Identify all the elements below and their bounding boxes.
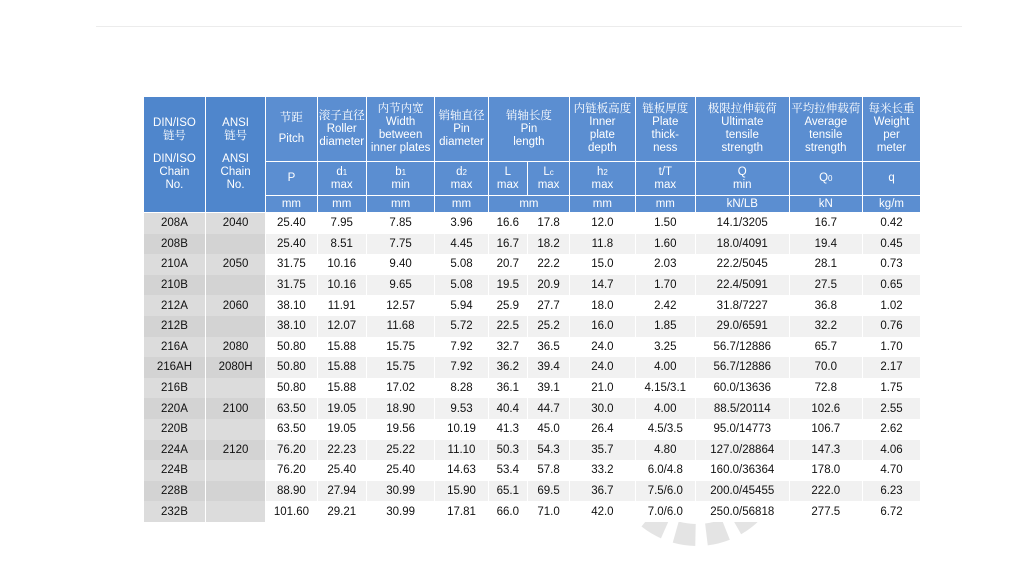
table-row (144, 337, 920, 358)
table-cell: 2050 (205, 254, 265, 275)
table-cell: 57.8 (527, 460, 569, 481)
table-cell: 220A (144, 398, 205, 419)
table-cell: 250.0/56818 (695, 501, 789, 522)
table-cell: 35.7 (570, 440, 635, 461)
table-cell: 102.6 (789, 398, 862, 419)
table-cell (205, 501, 265, 522)
table-cell: 25.40 (317, 460, 366, 481)
table-cell: 4.00 (635, 357, 695, 378)
table-row (144, 254, 920, 275)
table-cell: 8.28 (435, 378, 488, 399)
table-cell: 45.0 (527, 419, 569, 440)
table-cell: 216A (144, 337, 205, 358)
table-cell: 6.0/4.8 (635, 460, 695, 481)
unit-cell: mm (635, 196, 695, 213)
table-cell: 5.94 (435, 295, 488, 316)
table-cell: 88.90 (266, 481, 317, 502)
table-cell: 25.2 (527, 316, 569, 337)
table-cell: 1.60 (635, 234, 695, 255)
table-row (144, 234, 920, 255)
table-cell: 29.0/6591 (695, 316, 789, 337)
table-cell: 25.40 (266, 234, 317, 255)
table-cell: 28.1 (789, 254, 862, 275)
table-cell: 25.40 (366, 460, 434, 481)
table-cell: 7.85 (366, 213, 434, 234)
table-cell: 7.92 (435, 337, 488, 358)
table-cell: 1.50 (635, 213, 695, 234)
table-cell: 1.70 (863, 337, 920, 358)
sym-d2: d2 max (435, 162, 488, 196)
table-cell: 27.7 (527, 295, 569, 316)
table-cell: 65.1 (488, 481, 527, 502)
col-average-tensile: 平均拉伸载荷 Average tensile strength (789, 97, 862, 162)
table-cell: 4.80 (635, 440, 695, 461)
table-row (144, 316, 920, 337)
table-cell: 8.51 (317, 234, 366, 255)
table-cell: 15.75 (366, 357, 434, 378)
table-cell: 216B (144, 378, 205, 399)
table-cell: 101.60 (266, 501, 317, 522)
table-cell: 15.88 (317, 357, 366, 378)
table-cell: 63.50 (266, 398, 317, 419)
table-cell: 7.5/6.0 (635, 481, 695, 502)
table-cell: 14.1/3205 (695, 213, 789, 234)
table-cell: 70.0 (789, 357, 862, 378)
table-row (144, 440, 920, 461)
table-cell: 42.0 (570, 501, 635, 522)
table-cell: 228B (144, 481, 205, 502)
table-cell: 10.16 (317, 275, 366, 296)
table-cell: 18.0/4091 (695, 234, 789, 255)
table-cell: 2080 (205, 337, 265, 358)
table-cell: 31.75 (266, 275, 317, 296)
table-row (144, 481, 920, 502)
table-cell: 2120 (205, 440, 265, 461)
table-cell: 15.75 (366, 337, 434, 358)
table-row (144, 419, 920, 440)
table-cell: 31.8/7227 (695, 295, 789, 316)
table-cell: 50.80 (266, 337, 317, 358)
table-cell: 212A (144, 295, 205, 316)
table-cell: 29.21 (317, 501, 366, 522)
table-cell: 53.4 (488, 460, 527, 481)
table-cell: 220B (144, 419, 205, 440)
col-weight-per-meter: 每米长重 Weight per meter (863, 97, 920, 162)
table-row (144, 213, 920, 234)
col-roller-diameter: 滚子直径 Roller diameter (317, 97, 366, 162)
table-cell: 36.8 (789, 295, 862, 316)
table-cell: 76.20 (266, 460, 317, 481)
sym-q: Q min (695, 162, 789, 196)
table-cell: 22.5 (488, 316, 527, 337)
table-cell: 21.0 (570, 378, 635, 399)
table-cell: 18.0 (570, 295, 635, 316)
table-cell: 7.95 (317, 213, 366, 234)
table-cell: 15.0 (570, 254, 635, 275)
unit-cell: mm (317, 196, 366, 213)
table-cell: 224A (144, 440, 205, 461)
table-cell: 2.03 (635, 254, 695, 275)
table-cell: 3.25 (635, 337, 695, 358)
table-cell: 2.17 (863, 357, 920, 378)
table-cell: 31.75 (266, 254, 317, 275)
table-cell: 1.02 (863, 295, 920, 316)
sym-t: t/T max (635, 162, 695, 196)
table-cell: 41.3 (488, 419, 527, 440)
chain-spec-table (144, 97, 920, 522)
table-cell: 2080H (205, 357, 265, 378)
sym-l: L max (488, 162, 527, 196)
table-cell: 17.8 (527, 213, 569, 234)
table-cell: 56.7/12886 (695, 357, 789, 378)
table-cell: 4.70 (863, 460, 920, 481)
col-plate-thickness: 链板厚度 Plate thick- ness (635, 97, 695, 162)
table-cell: 16.7 (789, 213, 862, 234)
unit-cell: mm (435, 196, 488, 213)
table-cell: 50.80 (266, 357, 317, 378)
table-cell: 178.0 (789, 460, 862, 481)
col-pin-length: 销轴长度 Pin length (488, 97, 570, 162)
table-cell: 127.0/28864 (695, 440, 789, 461)
table-cell: 222.0 (789, 481, 862, 502)
table-cell (205, 378, 265, 399)
table-cell: 76.20 (266, 440, 317, 461)
table-cell: 16.7 (488, 234, 527, 255)
table-cell: 15.88 (317, 378, 366, 399)
table-cell: 25.40 (266, 213, 317, 234)
table-cell: 36.7 (570, 481, 635, 502)
table-cell: 22.2/5045 (695, 254, 789, 275)
table-cell: 22.2 (527, 254, 569, 275)
table-cell: 11.68 (366, 316, 434, 337)
table-cell: 16.0 (570, 316, 635, 337)
table-cell: 36.1 (488, 378, 527, 399)
col-inner-plate-depth: 内链板高度 Inner plate depth (570, 97, 635, 162)
unit-cell: mm (488, 196, 570, 213)
table-cell: 25.9 (488, 295, 527, 316)
table-cell: 4.15/3.1 (635, 378, 695, 399)
table-cell: 0.45 (863, 234, 920, 255)
col-width-between-plates: 内节内宽 Width between inner plates (366, 97, 434, 162)
table-cell: 72.8 (789, 378, 862, 399)
table-cell: 95.0/14773 (695, 419, 789, 440)
table-cell: 212B (144, 316, 205, 337)
table-cell: 19.5 (488, 275, 527, 296)
table-cell: 2060 (205, 295, 265, 316)
unit-cell: kN (789, 196, 862, 213)
table-cell: 56.7/12886 (695, 337, 789, 358)
table-cell: 277.5 (789, 501, 862, 522)
col-ultimate-tensile: 极限拉伸载荷 Ultimate tensile strength (695, 97, 789, 162)
table-cell: 20.9 (527, 275, 569, 296)
table-cell: 54.3 (527, 440, 569, 461)
table-cell: 66.0 (488, 501, 527, 522)
table-cell: 24.0 (570, 357, 635, 378)
table-cell: 88.5/20114 (695, 398, 789, 419)
table-cell (205, 275, 265, 296)
table-cell: 2.42 (635, 295, 695, 316)
table-cell: 12.07 (317, 316, 366, 337)
table-cell: 0.73 (863, 254, 920, 275)
table-cell: 18.2 (527, 234, 569, 255)
table-cell: 40.4 (488, 398, 527, 419)
table-cell: 50.80 (266, 378, 317, 399)
table-cell: 2100 (205, 398, 265, 419)
table-cell: 36.2 (488, 357, 527, 378)
table-cell: 32.2 (789, 316, 862, 337)
table-cell: 15.90 (435, 481, 488, 502)
unit-cell: kN/LB (695, 196, 789, 213)
table-cell: 0.65 (863, 275, 920, 296)
table-cell: 232B (144, 501, 205, 522)
table-cell: 19.05 (317, 398, 366, 419)
table-cell: 9.53 (435, 398, 488, 419)
table-cell: 1.70 (635, 275, 695, 296)
table-cell: 4.5/3.5 (635, 419, 695, 440)
table-cell: 5.72 (435, 316, 488, 337)
table-cell: 17.81 (435, 501, 488, 522)
table-cell: 60.0/13636 (695, 378, 789, 399)
table-cell: 9.40 (366, 254, 434, 275)
table-cell: 12.57 (366, 295, 434, 316)
table-row (144, 460, 920, 481)
table-cell: 106.7 (789, 419, 862, 440)
table-cell: 39.4 (527, 357, 569, 378)
table-cell: 0.76 (863, 316, 920, 337)
sym-b1: b1 min (366, 162, 434, 196)
table-cell: 10.19 (435, 419, 488, 440)
table-row (144, 275, 920, 296)
table-cell: 15.88 (317, 337, 366, 358)
table-row (144, 398, 920, 419)
table-row (144, 357, 920, 378)
sym-q0: Q0 (789, 162, 862, 196)
table-cell: 4.00 (635, 398, 695, 419)
table-cell: 71.0 (527, 501, 569, 522)
table-body (144, 213, 920, 522)
table-cell: 19.4 (789, 234, 862, 255)
table-cell: 69.5 (527, 481, 569, 502)
table-cell: 14.63 (435, 460, 488, 481)
table-row (144, 295, 920, 316)
table-cell: 38.10 (266, 295, 317, 316)
table-row (144, 378, 920, 399)
table-cell: 2.62 (863, 419, 920, 440)
table-cell: 7.75 (366, 234, 434, 255)
table-cell (205, 316, 265, 337)
table-cell: 210A (144, 254, 205, 275)
table-cell: 5.08 (435, 254, 488, 275)
unit-cell: kg/m (863, 196, 920, 213)
table-cell: 18.90 (366, 398, 434, 419)
table-cell: 4.06 (863, 440, 920, 461)
table-cell: 2.55 (863, 398, 920, 419)
table-cell: 22.23 (317, 440, 366, 461)
col-ansi: ANSI 链号 ANSI Chain No. (205, 97, 265, 213)
table-cell: 2040 (205, 213, 265, 234)
table-cell: 30.99 (366, 501, 434, 522)
table-cell: 208A (144, 213, 205, 234)
table-cell: 44.7 (527, 398, 569, 419)
table-cell: 210B (144, 275, 205, 296)
table-cell: 12.0 (570, 213, 635, 234)
table-cell: 19.56 (366, 419, 434, 440)
table-cell: 16.6 (488, 213, 527, 234)
col-pitch: 节距 Pitch (266, 97, 317, 162)
table-row (144, 501, 920, 522)
unit-cell: mm (570, 196, 635, 213)
table-cell (205, 481, 265, 502)
sym-p: P (266, 162, 317, 196)
table-cell: 9.65 (366, 275, 434, 296)
header-row-names (144, 97, 920, 162)
table-cell: 26.4 (570, 419, 635, 440)
table-cell: 38.10 (266, 316, 317, 337)
table-cell: 1.85 (635, 316, 695, 337)
sym-d1: d1 max (317, 162, 366, 196)
table-cell: 6.72 (863, 501, 920, 522)
table-cell: 224B (144, 460, 205, 481)
table-cell: 30.0 (570, 398, 635, 419)
table-cell: 200.0/45455 (695, 481, 789, 502)
table-cell: 11.10 (435, 440, 488, 461)
table-cell: 32.7 (488, 337, 527, 358)
table-cell: 208B (144, 234, 205, 255)
table-cell: 27.5 (789, 275, 862, 296)
table-cell: 3.96 (435, 213, 488, 234)
table-cell: 4.45 (435, 234, 488, 255)
table-cell: 11.8 (570, 234, 635, 255)
table-cell: 10.16 (317, 254, 366, 275)
table-cell: 36.5 (527, 337, 569, 358)
unit-cell: mm (266, 196, 317, 213)
table-cell: 5.08 (435, 275, 488, 296)
sym-h2: h2 max (570, 162, 635, 196)
table-cell: 216AH (144, 357, 205, 378)
sym-lc: Lc max (527, 162, 569, 196)
table-cell (205, 460, 265, 481)
table-cell: 6.23 (863, 481, 920, 502)
table-cell: 7.92 (435, 357, 488, 378)
table-cell: 147.3 (789, 440, 862, 461)
table-cell: 20.7 (488, 254, 527, 275)
table-cell: 33.2 (570, 460, 635, 481)
table-cell: 22.4/5091 (695, 275, 789, 296)
col-pin-diameter: 销轴直径 Pin diameter (435, 97, 488, 162)
table-cell: 30.99 (366, 481, 434, 502)
table-cell: 50.3 (488, 440, 527, 461)
table-cell: 17.02 (366, 378, 434, 399)
table-cell: 24.0 (570, 337, 635, 358)
table-cell: 14.7 (570, 275, 635, 296)
table-cell: 25.22 (366, 440, 434, 461)
table-cell: 11.91 (317, 295, 366, 316)
table-cell: 65.7 (789, 337, 862, 358)
top-divider (96, 26, 962, 27)
table-cell: 63.50 (266, 419, 317, 440)
table-cell: 0.42 (863, 213, 920, 234)
table-cell (205, 419, 265, 440)
table-cell: 7.0/6.0 (635, 501, 695, 522)
table-cell: 160.0/36364 (695, 460, 789, 481)
table-cell: 1.75 (863, 378, 920, 399)
sym-qw: q (863, 162, 920, 196)
table-cell: 39.1 (527, 378, 569, 399)
unit-cell: mm (366, 196, 434, 213)
table-cell: 19.05 (317, 419, 366, 440)
col-din-iso: DIN/ISO 链号 DIN/ISO Chain No. (144, 97, 205, 213)
table-cell (205, 234, 265, 255)
table-cell: 27.94 (317, 481, 366, 502)
